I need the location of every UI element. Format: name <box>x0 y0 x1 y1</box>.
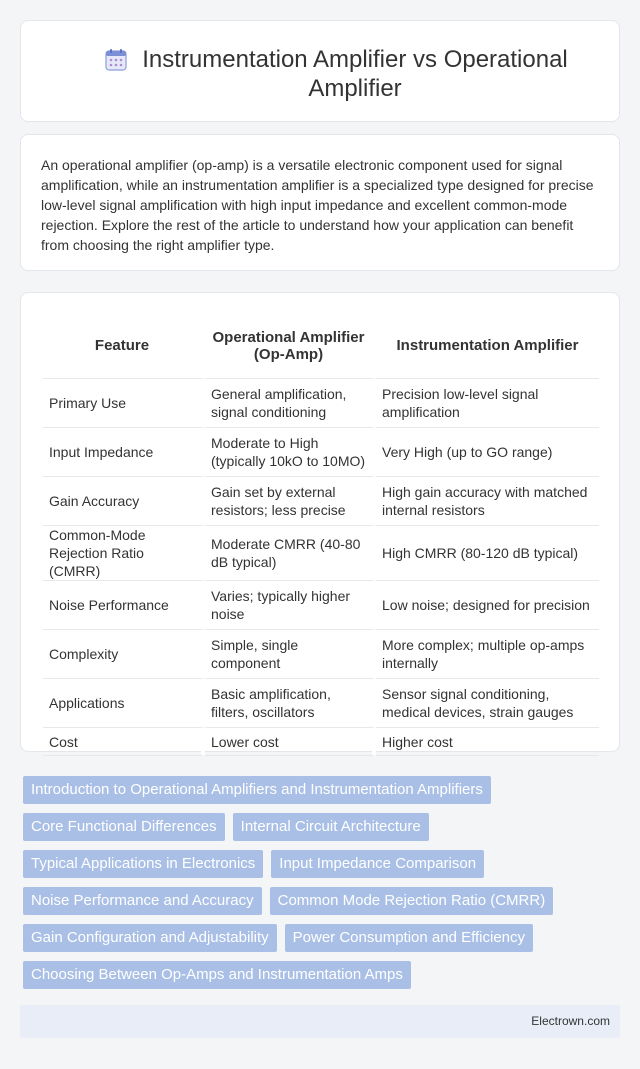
header-op-amp: Operational Amplifier (Op-Amp) <box>205 315 376 379</box>
topic-tags <box>23 776 620 989</box>
comparison-table-card <box>20 292 620 752</box>
tag-core-functional-differences[interactable]: Core Functional Differences <box>23 813 225 841</box>
op-amp-cell: Basic amplification, filters, oscillators <box>205 679 376 728</box>
table-row <box>43 477 599 526</box>
instrumentation-amp-cell: Precision low-level signal amplification <box>376 379 599 428</box>
instrumentation-amp-cell: High CMRR (80-120 dB typical) <box>376 526 599 581</box>
tag-introduction[interactable]: Introduction to Operational Amplifiers and Instrumentation Amplifiers <box>23 776 491 804</box>
op-amp-cell: Moderate CMRR (40-80 dB typical) <box>205 526 376 581</box>
feature-cell: Noise Performance <box>43 581 205 630</box>
table-row <box>43 428 599 477</box>
header-instrumentation-amp: Instrumentation Amplifier <box>376 315 599 379</box>
table-row <box>43 379 599 428</box>
instrumentation-amp-cell: Sensor signal conditioning, medical devices, strain gauges <box>376 679 599 728</box>
footer-site-name[interactable]: Electrown.com <box>531 1014 610 1028</box>
table-header-row <box>43 315 599 379</box>
table-row <box>43 679 599 728</box>
tag-cmrr[interactable]: Common Mode Rejection Ratio (CMRR) <box>270 887 554 915</box>
table-row <box>43 581 599 630</box>
instrumentation-amp-cell: High gain accuracy with matched internal resistors <box>376 477 599 526</box>
feature-cell: Common-Mode Rejection Ratio (CMRR) <box>43 526 205 581</box>
table-row <box>43 630 599 679</box>
header-card <box>20 20 620 122</box>
table-row <box>43 728 599 756</box>
footer <box>20 1005 620 1038</box>
feature-cell: Applications <box>43 679 205 728</box>
comparison-table <box>43 315 599 756</box>
tag-internal-circuit-architecture[interactable]: Internal Circuit Architecture <box>233 813 429 841</box>
instrumentation-amp-cell: More complex; multiple op-amps internally <box>376 630 599 679</box>
calendar-icon <box>103 47 129 73</box>
tag-typical-applications[interactable]: Typical Applications in Electronics <box>23 850 263 878</box>
tag-input-impedance-comparison[interactable]: Input Impedance Comparison <box>271 850 484 878</box>
instrumentation-amp-cell: Low noise; designed for precision <box>376 581 599 630</box>
feature-cell: Input Impedance <box>43 428 205 477</box>
tag-choosing-between[interactable]: Choosing Between Op-Amps and Instrumentation Amps <box>23 961 411 989</box>
feature-cell: Gain Accuracy <box>43 477 205 526</box>
feature-cell: Complexity <box>43 630 205 679</box>
intro-card <box>20 134 620 271</box>
feature-cell: Primary Use <box>43 379 205 428</box>
table-row <box>43 526 599 581</box>
tag-gain-configuration[interactable]: Gain Configuration and Adjustability <box>23 924 277 952</box>
feature-cell: Cost <box>43 728 205 756</box>
header-feature: Feature <box>43 315 205 379</box>
op-amp-cell: General amplification, signal conditioning <box>205 379 376 428</box>
instrumentation-amp-cell: Very High (up to GO range) <box>376 428 599 477</box>
op-amp-cell: Gain set by external resistors; less precise <box>205 477 376 526</box>
op-amp-cell: Varies; typically higher noise <box>205 581 376 630</box>
tag-power-consumption[interactable]: Power Consumption and Efficiency <box>285 924 533 952</box>
op-amp-cell: Simple, single component <box>205 630 376 679</box>
page-title: Instrumentation Amplifier vs Operational Amplifier <box>142 46 568 102</box>
op-amp-cell: Moderate to High (typically 10kO to 10MO) <box>205 428 376 477</box>
tag-noise-performance[interactable]: Noise Performance and Accuracy <box>23 887 262 915</box>
instrumentation-amp-cell: Higher cost <box>376 728 599 756</box>
op-amp-cell: Lower cost <box>205 728 376 756</box>
intro-paragraph: An operational amplifier (op-amp) is a versatile electronic component used for signal amplification, while an instrumentation amplifier is a specialized type designed for precise low-level signal amplification with high input impedance and excellent common-mode rejection. Explore the rest of the article to understand how your application can benefit from choosing the right amplifier type. <box>41 157 594 253</box>
